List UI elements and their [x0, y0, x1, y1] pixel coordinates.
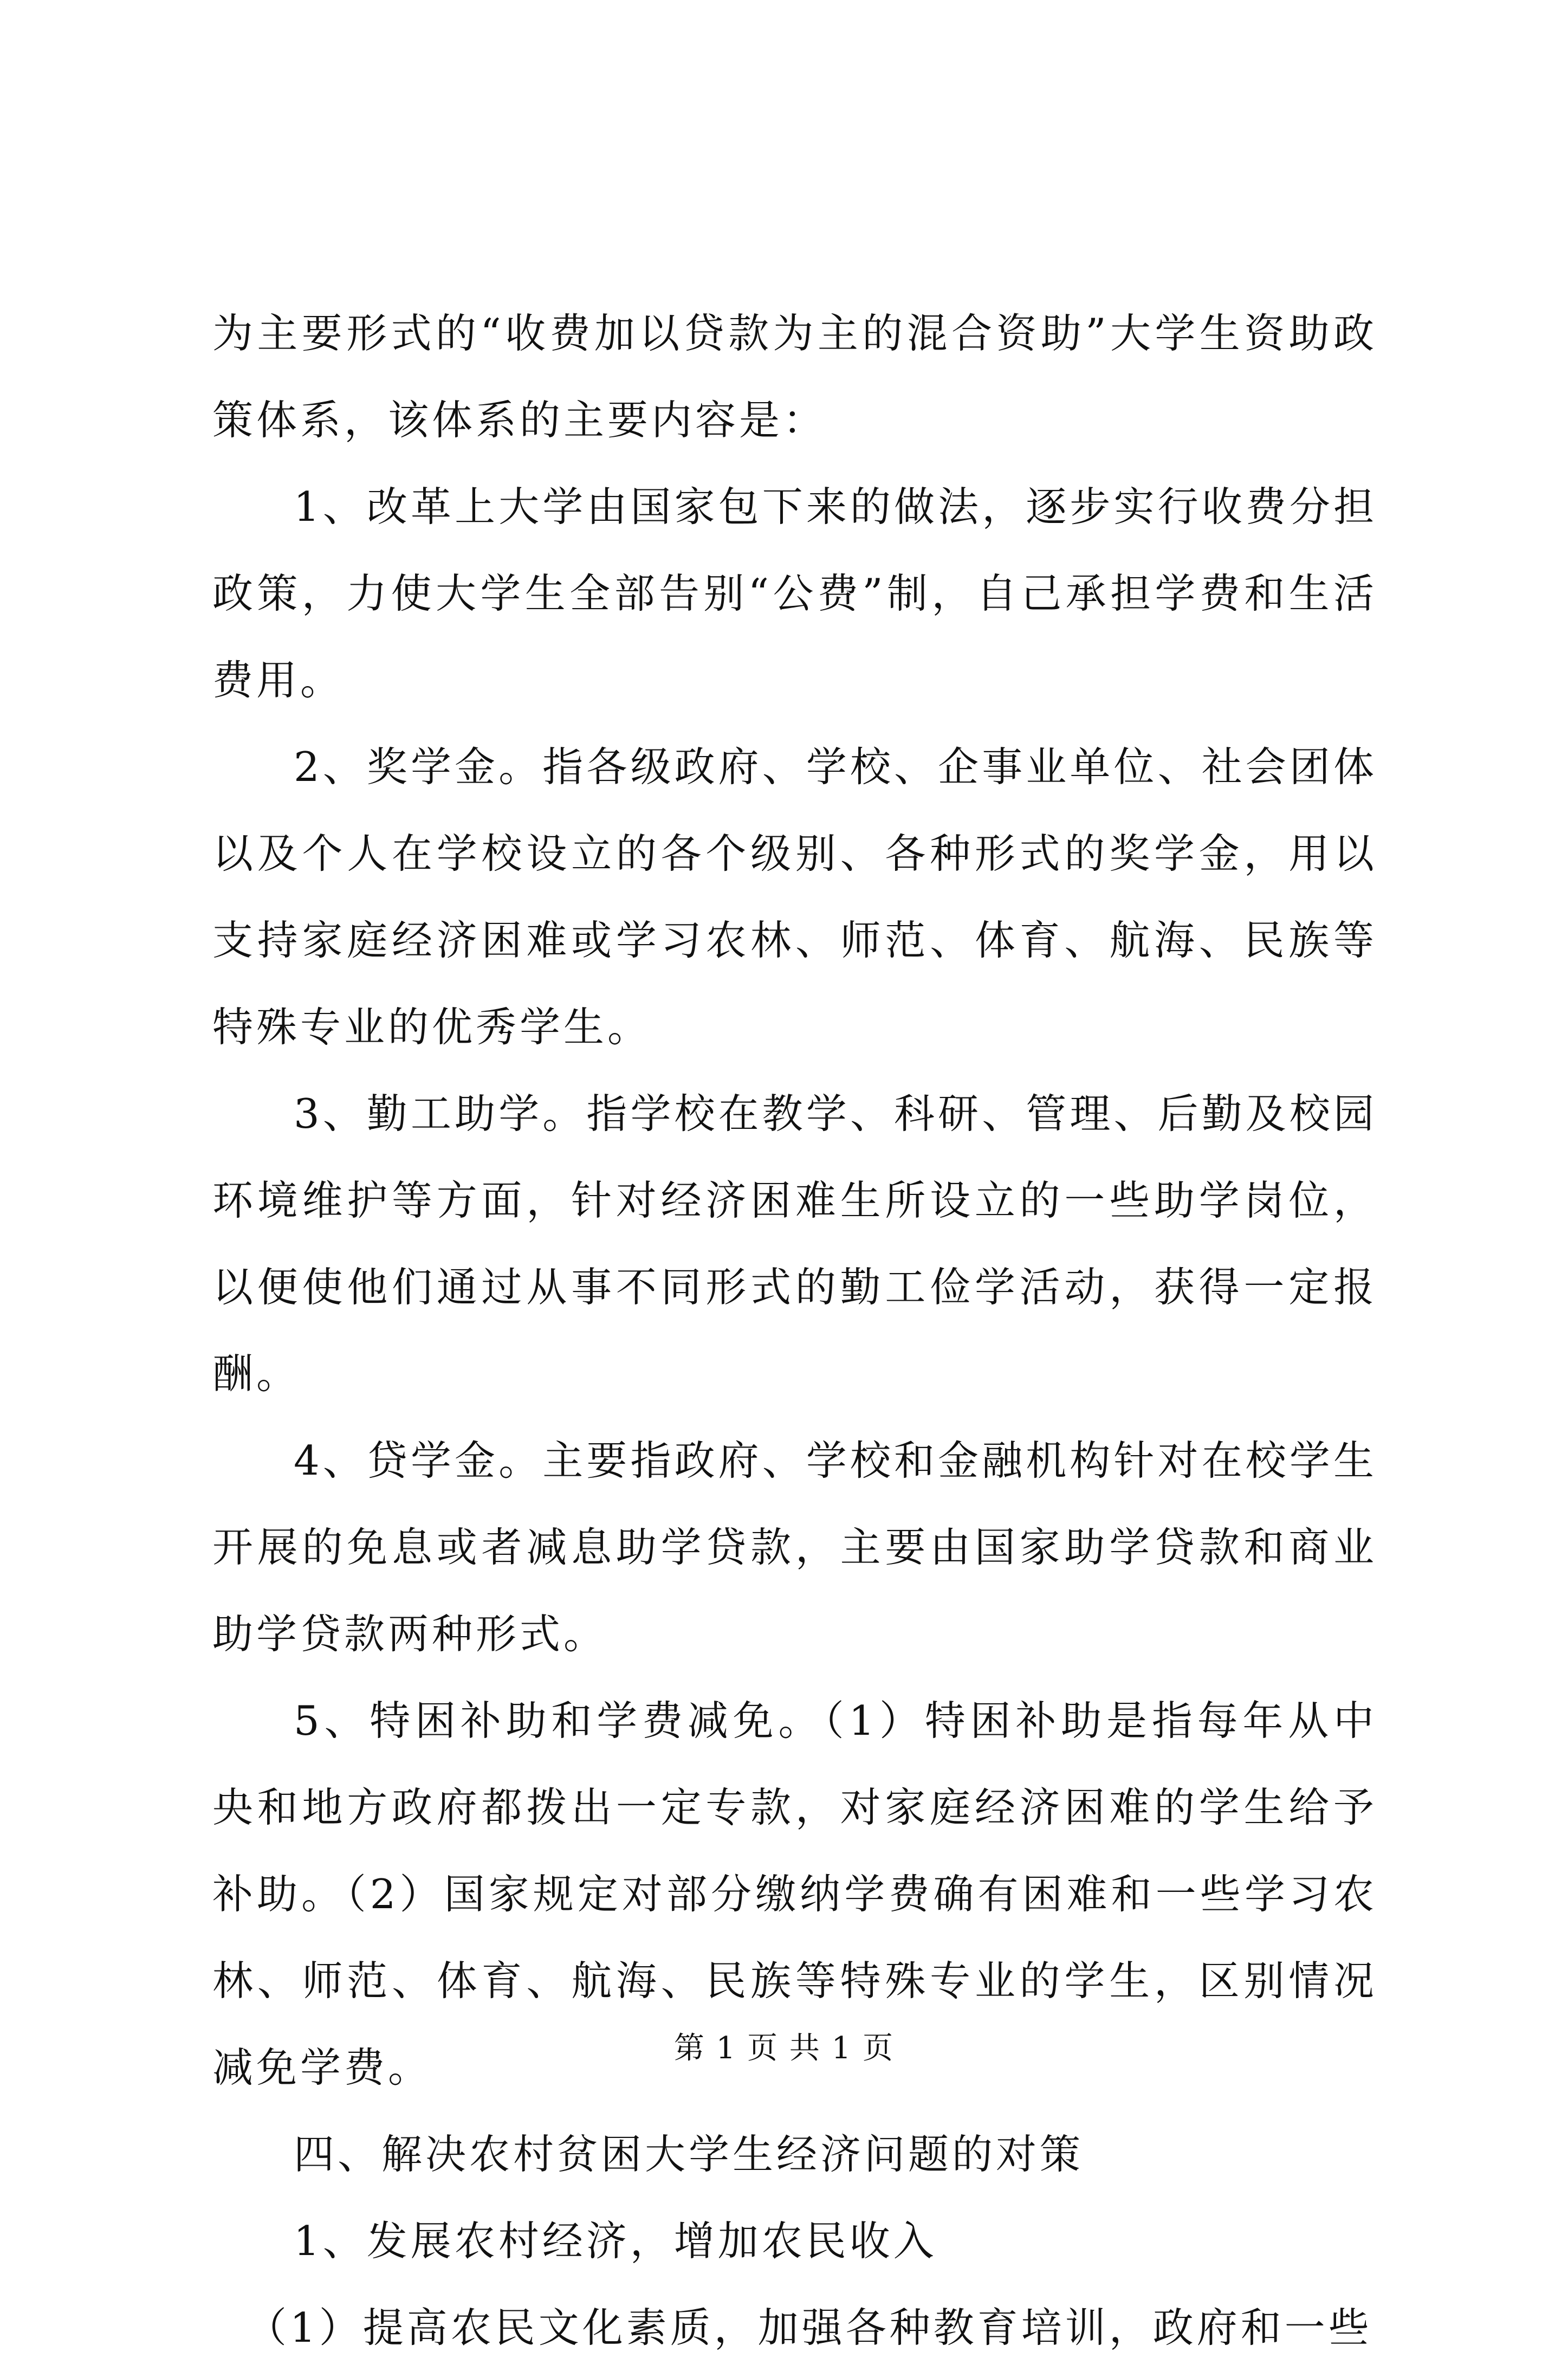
paragraph-continuation: 为主要形式的“收费加以贷款为主的混合资助”大学生资助政策体系，该体系的主要内容是：	[212, 309, 1377, 444]
paragraph-item-5: 5、特困补助和学费减免。（1）特困补助是指每年从中央和地方政府都拨出一定专款，对家庭经济困难的学生给予补助。（2）国家规定对部分缴纳学费确有困难和一些学习农林、师范、体育、航海、民族等特殊专业的学生，区别情况减免学费。	[212, 1697, 1377, 2091]
section-heading-4: 四、解决农村贫困大学生经济问题的对策	[294, 2130, 1084, 2178]
paragraph-subitem-1: （1）提高农民文化素质，加强各种教育培训，政府和一些	[246, 2304, 1372, 2351]
subsection-heading-1: 1、发展农村经济，增加农民收入	[294, 2217, 937, 2265]
paragraph-item-1: 1、改革上大学由国家包下来的做法，逐步实行收费分担政策，力使大学生全部告别“公费”制，自己承担学费和生活费用。	[212, 483, 1377, 704]
page-footer: 第 1 页 共 1 页	[673, 2031, 895, 2066]
paragraph-item-4: 4、贷学金。主要指政府、学校和金融机构针对在校学生开展的免息或者减息助学贷款，主要由国家助学贷款和商业助学贷款两种形式。	[212, 1437, 1377, 1658]
paragraph-item-2: 2、奖学金。指各级政府、学校、企事业单位、社会团体以及个人在学校设立的各个级别、各种形式的奖学金，用以支持家庭经济困难或学习农林、师范、体育、航海、民族等特殊专业的优秀学生。	[212, 743, 1377, 1051]
paragraph-item-3: 3、勤工助学。指学校在教学、科研、管理、后勤及校园环境维护等方面，针对经济困难生所设立的一些助学岗位，以便使他们通过从事不同形式的勤工俭学活动，获得一定报酬。	[212, 1090, 1377, 1398]
